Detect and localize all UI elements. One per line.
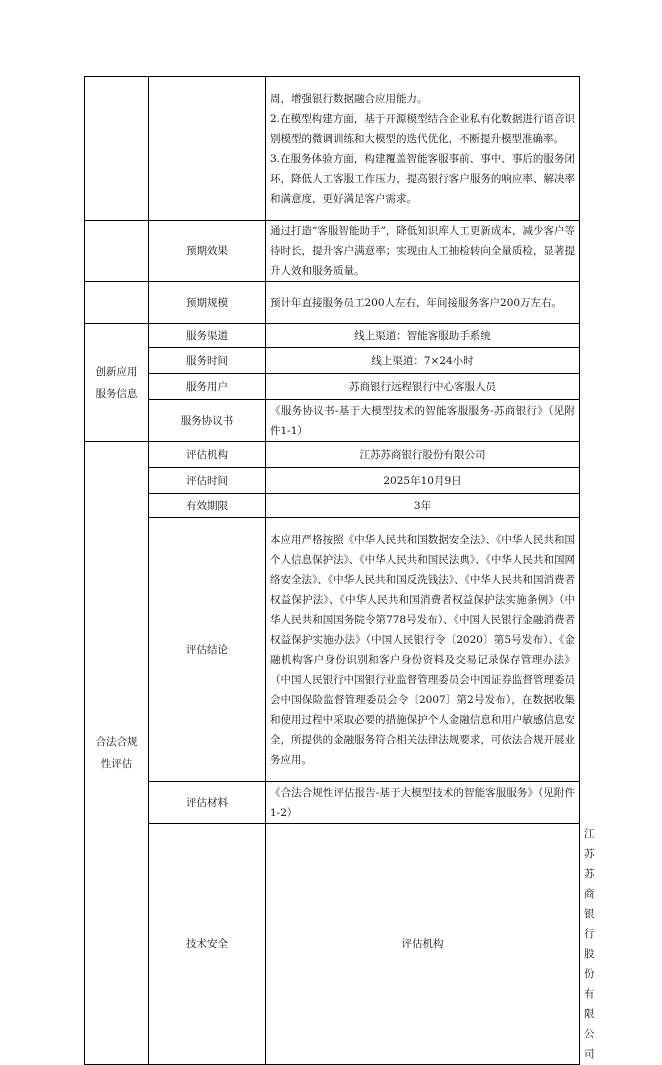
service-users-row	[85, 374, 580, 400]
compliance-materials-row	[85, 782, 580, 824]
compliance-materials-label: 评估材料	[149, 782, 266, 824]
compliance-validity-label: 有效期限	[149, 494, 266, 518]
service-channel-row	[85, 324, 580, 348]
compliance-materials-value: 《合法合规性评估报告-基于大模型技术的智能客服服务》（见附件1-2）	[266, 782, 580, 824]
innovation-section-label: 创新应用服务信息	[85, 324, 149, 442]
compliance-org-label: 评估机构	[149, 442, 266, 468]
compliance-time-row	[85, 468, 580, 494]
empty-section-cell	[85, 282, 149, 324]
intro-label-cell	[149, 77, 266, 221]
expected-scale-label: 预期规模	[149, 282, 266, 324]
compliance-conclusion-label: 评估结论	[149, 518, 266, 782]
expected-scale-value: 预计年直接服务员工200人左右，年间接服务客户200万左右。	[266, 282, 580, 324]
intro-paragraph-2: 2.在模型构建方面，基于开源模型结合企业私有化数据进行语音识别模型的微调训练和大模型的迭代优化，不断提升模型准确率。	[270, 112, 575, 145]
intro-section-cell	[85, 77, 149, 221]
expected-scale-row	[85, 282, 580, 324]
document-table	[84, 76, 595, 1065]
service-time-row	[85, 348, 580, 374]
tech-security-row: 技术安全 评估机构 江苏苏商银行股份有限公司	[85, 824, 580, 1065]
service-users-value: 苏商银行远程银行中心客服人员	[266, 374, 580, 400]
compliance-org-row	[85, 442, 580, 468]
compliance-time-value: 2025年10月9日	[266, 468, 580, 494]
compliance-section-label: 合法合规性评估	[85, 442, 149, 1065]
intro-paragraph-3: 3.在服务体验方面，构建覆盖智能客服事前、事中、事后的服务闭环，降低人工客服工作压力，提高银行客户服务的响应率、解决率和满意度，更好满足客户需求。	[270, 152, 575, 205]
compliance-time-label: 评估时间	[149, 468, 266, 494]
service-channel-value: 线上渠道：智能客服助手系统	[266, 324, 580, 348]
compliance-validity-value: 3年	[266, 494, 580, 518]
service-agreement-row	[85, 400, 580, 442]
tech-security-org-label: 评估机构	[266, 824, 580, 1065]
service-agreement-label: 服务协议书	[149, 400, 266, 442]
intro-row	[85, 77, 580, 221]
service-time-label: 服务时间	[149, 348, 266, 374]
service-channel-label: 服务渠道	[149, 324, 266, 348]
compliance-org-value: 江苏苏商银行股份有限公司	[266, 442, 580, 468]
compliance-conclusion-value: 本应用严格按照《中华人民共和国数据安全法》、《中华人民共和国个人信息保护法》、《中华人民共和国民法典》、《中华人民共和国网络安全法》、《中华人民共和国反洗钱法》、《中华人民共和国消费者权益保护法》、《中华人民共和国消费者权益保护法实施条例》（中华人民共和国国务院令第778号发布）、《中国人民银行金融消费者权益保护实施办法》（中国人民银行令〔2020〕第5号发布）、《金融机构客户身份识别和客户身份资料及交易记录保存管理办法》（中国人民银行中国银行业监督管理委员会中国证券监督管理委员会中国保险监督管理委员会令〔2007〕第2号发布），在数据收集和使用过程中采取必要的措施保护个人金融信息和用户敏感信息安全，所提供的金融服务符合相关法律法规要求，可依法合规开展业务应用。	[266, 518, 580, 782]
expected-effect-label: 预期效果	[149, 221, 266, 282]
expected-effect-row	[85, 221, 580, 282]
intro-content-cell	[266, 77, 580, 221]
service-agreement-value: 《服务协议书-基于大模型技术的智能客服服务-苏商银行》（见附件1-1）	[266, 400, 580, 442]
service-time-value: 线上渠道：7×24小时	[266, 348, 580, 374]
compliance-validity-row	[85, 494, 580, 518]
empty-section-cell	[85, 221, 149, 282]
tech-security-section-label: 技术安全	[149, 824, 266, 1065]
compliance-conclusion-row	[85, 518, 580, 782]
expected-effect-value: 通过打造“客服智能助手”，降低知识库人工更新成本，减少客户等待时长，提升客户满意率；实现由人工抽检转向全量质检，显著提升人效和服务质量。	[266, 221, 580, 282]
service-users-label: 服务用户	[149, 374, 266, 400]
intro-paragraph-1: 周，增强银行数据融合应用能力。	[270, 92, 428, 105]
